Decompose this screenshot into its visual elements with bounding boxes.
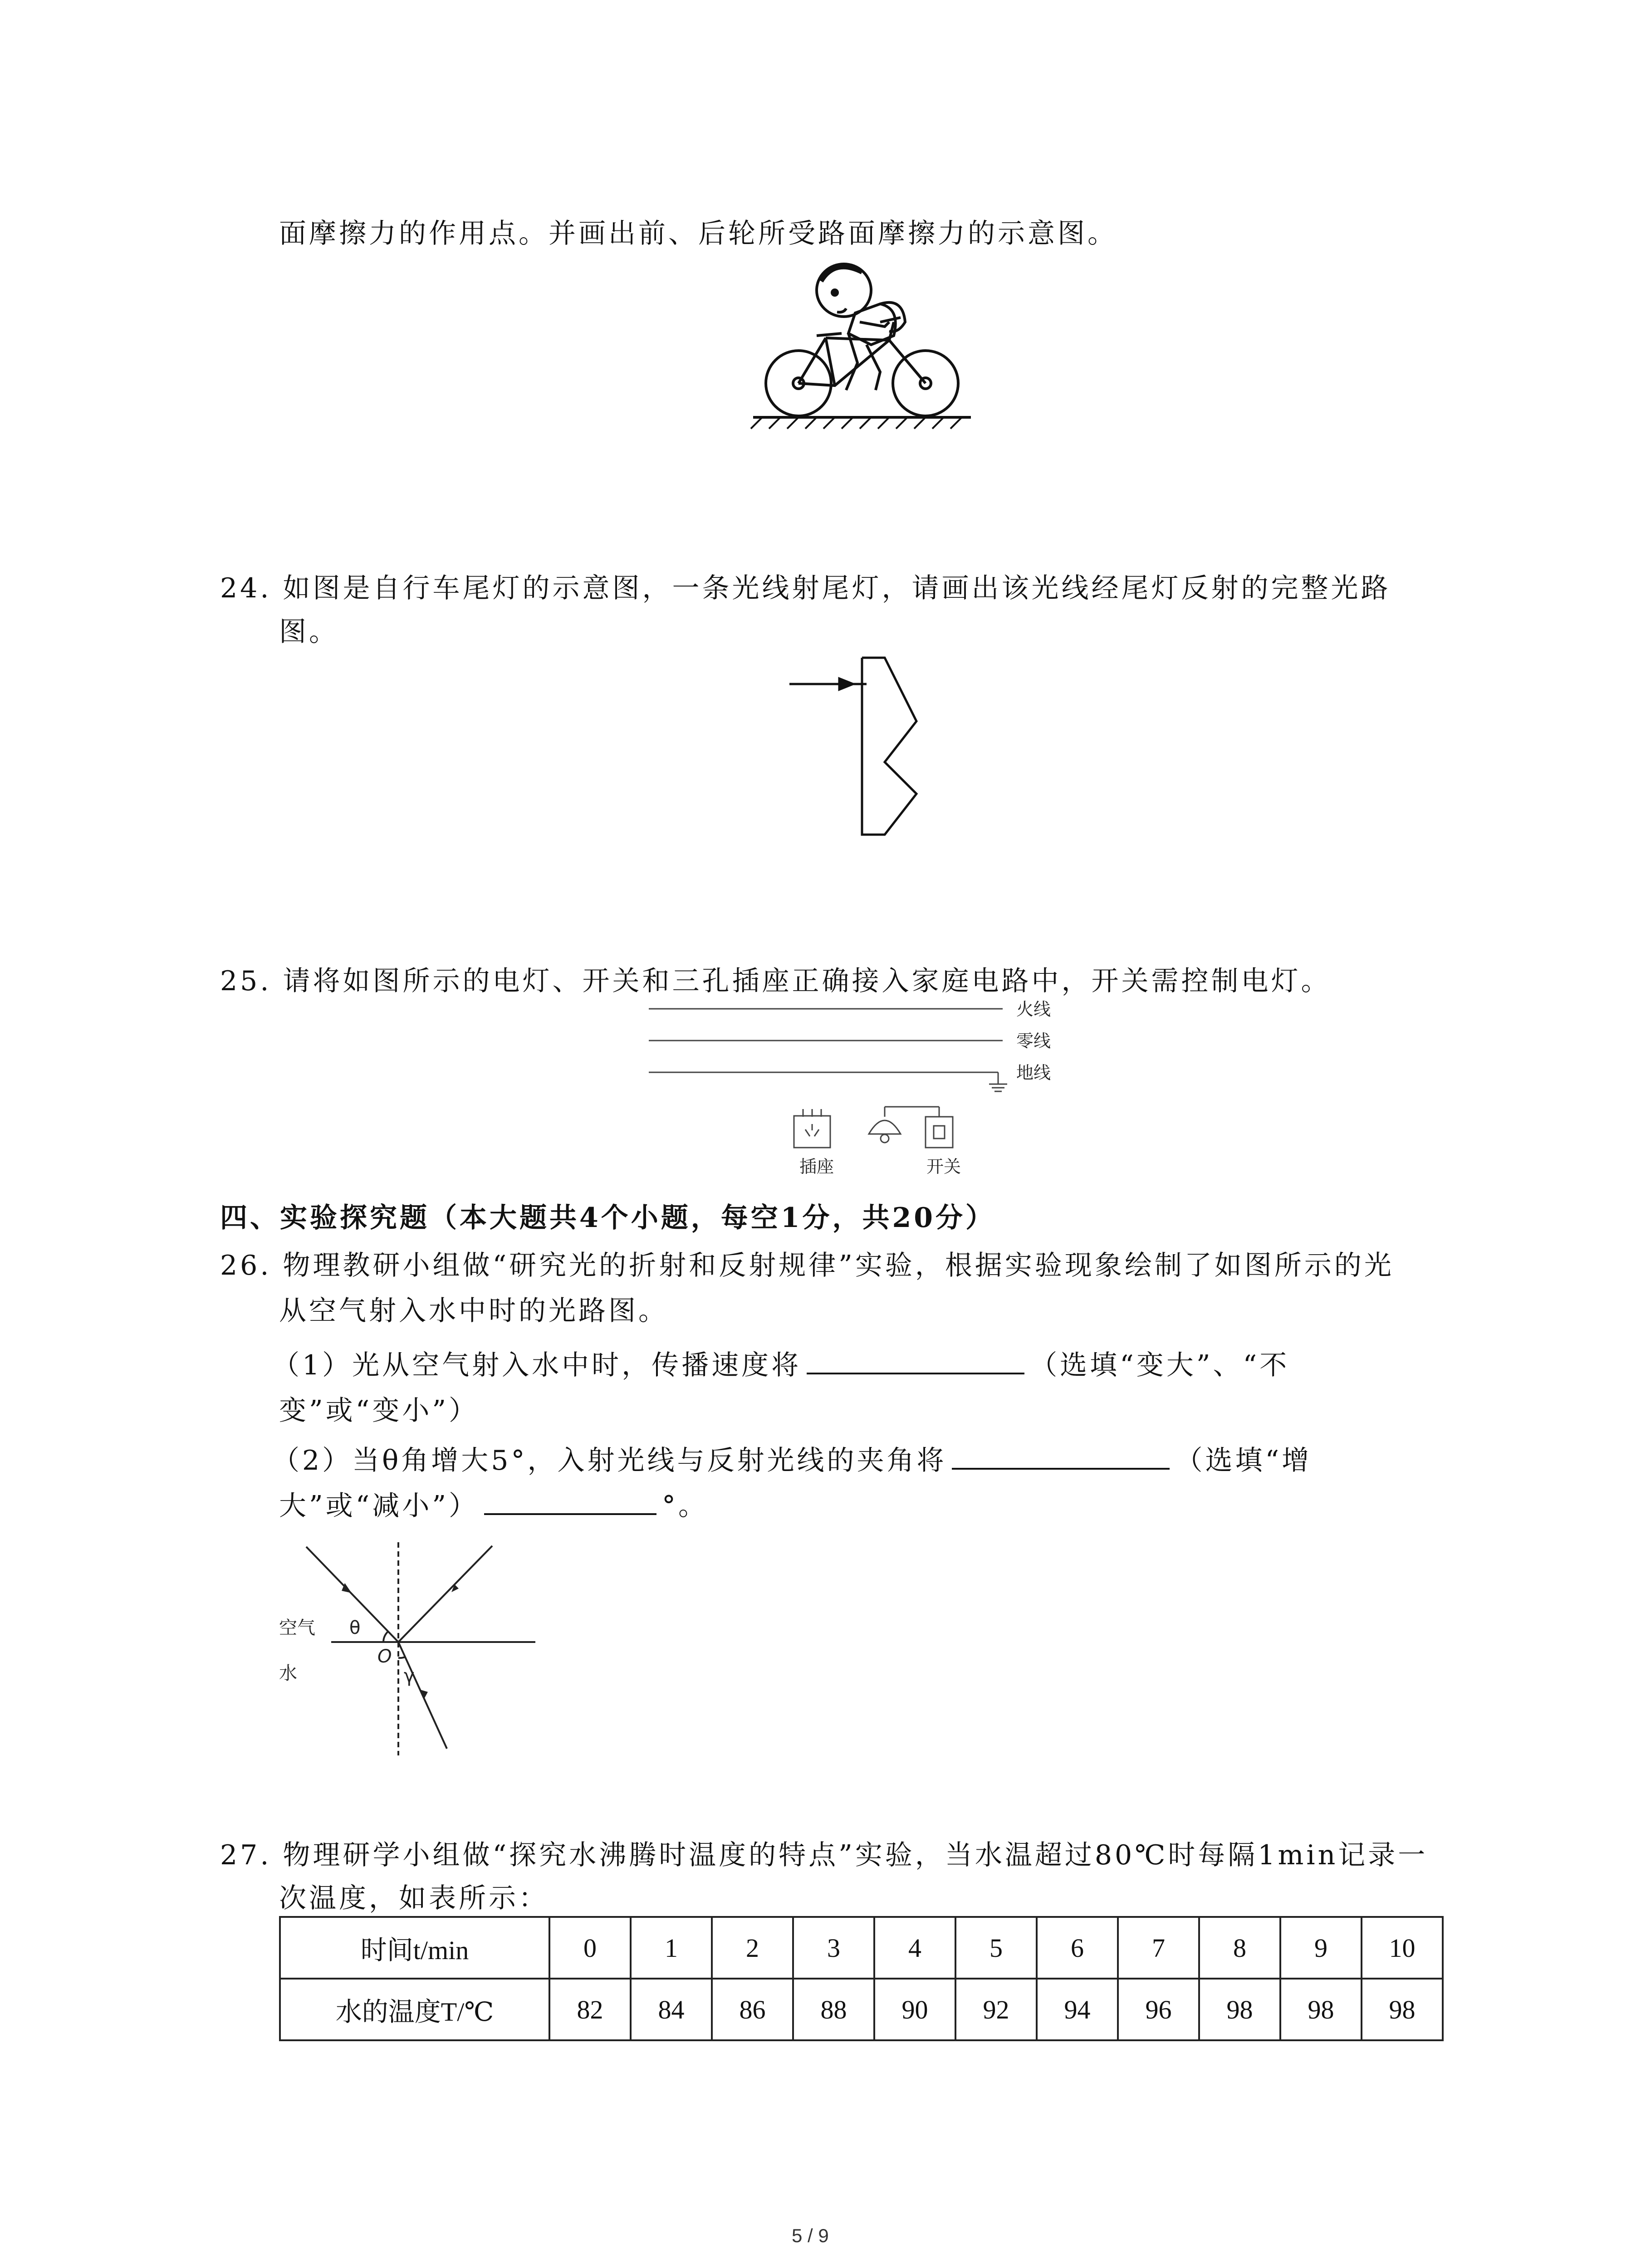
label-theta: θ — [349, 1618, 361, 1638]
table-header-time: 时间t/min — [280, 1917, 549, 1979]
q26-part2-line2-text: 大”或“减小”） — [279, 1490, 479, 1522]
reflected-ray — [398, 1546, 492, 1642]
table-row-temp — [280, 1979, 1443, 2040]
label-o: O — [377, 1646, 392, 1667]
table-cell: 90 — [874, 1979, 955, 2040]
q26-part2-pre: （2）当θ角增大5°，入射光线与反射光线的夹角将 — [272, 1445, 947, 1476]
q27-text-line1: 27. 物理研学小组做“探究水沸腾时温度的特点”实验，当水温超过80℃时每隔1min记录一 — [220, 1839, 1428, 1871]
table-cell: 98 — [1362, 1979, 1443, 2040]
label-ground: 地线 — [1016, 1063, 1051, 1083]
q24-text-line2: 图。 — [279, 616, 339, 648]
table-header-temp: 水的温度T/℃ — [280, 1979, 549, 2040]
label-neutral: 零线 — [1016, 1031, 1051, 1051]
table-cell: 1 — [631, 1917, 712, 1979]
q27-text-line2: 次温度，如表所示： — [279, 1882, 549, 1914]
switch-icon — [926, 1117, 953, 1148]
q26-text-line2: 从空气射入水中时的光路图。 — [279, 1295, 668, 1327]
table-cell: 9 — [1280, 1917, 1362, 1979]
refracted-ray — [398, 1642, 447, 1749]
tail-light-outline — [862, 658, 916, 835]
q26-part2-post: （选填“增 — [1175, 1445, 1312, 1476]
q24-text-line1: 24. 如图是自行车尾灯的示意图，一条光线射尾灯，请画出该光线经尾灯反射的完整光路 — [220, 572, 1391, 604]
q26-text-line1: 26. 物理教研小组做“研究光的折射和反射规律”实验，根据实验现象绘制了如图所示的光 — [220, 1250, 1394, 1281]
q26-part1-post: （选填“变大”、“不 — [1030, 1349, 1290, 1381]
table-cell: 88 — [793, 1979, 874, 2040]
q26-part2 — [272, 1440, 1312, 1481]
table-cell: 10 — [1362, 1917, 1443, 1979]
rider-head — [817, 264, 871, 317]
label-switch: 开关 — [926, 1157, 961, 1177]
table-cell: 2 — [712, 1917, 793, 1979]
q26-part2-end: °。 — [662, 1490, 709, 1522]
table-cell: 4 — [874, 1917, 955, 1979]
refraction-figure — [277, 1538, 549, 1765]
table-cell: 82 — [549, 1979, 631, 2040]
table-row-time — [280, 1917, 1443, 1979]
bicycle-figure — [744, 254, 980, 435]
table-cell: 8 — [1199, 1917, 1280, 1979]
q26-part1-pre: （1）光从空气射入水中时，传播速度将 — [272, 1349, 802, 1381]
page-number: 5 / 9 — [792, 2225, 829, 2246]
table-cell: 5 — [955, 1917, 1037, 1979]
table-cell: 7 — [1118, 1917, 1199, 1979]
table-cell: 6 — [1037, 1917, 1118, 1979]
q26-blank-2[interactable] — [952, 1442, 1170, 1470]
section-4-title: 四、实验探究题（本大题共4个小题，每空1分，共20分） — [220, 1202, 995, 1234]
label-water: 水 — [279, 1663, 297, 1684]
table-cell: 84 — [631, 1979, 712, 2040]
q25-text: 25. 请将如图所示的电灯、开关和三孔插座正确接入家庭电路中，开关需控制电灯。 — [220, 965, 1331, 997]
table-cell: 94 — [1037, 1979, 1118, 2040]
q26-part1 — [272, 1345, 1289, 1386]
table-cell: 96 — [1118, 1979, 1199, 2040]
table-cell: 0 — [549, 1917, 631, 1979]
q26-blank-1[interactable] — [807, 1346, 1024, 1374]
q26-blank-3[interactable] — [484, 1487, 656, 1515]
ray-arrow-icon — [839, 679, 853, 689]
lamp-icon — [869, 1107, 939, 1143]
q23-text: 面摩擦力的作用点。并画出前、后轮所受路面摩擦力的示意图。 — [279, 218, 1117, 249]
label-air: 空气 — [279, 1618, 315, 1638]
table-cell: 86 — [712, 1979, 793, 2040]
label-socket: 插座 — [799, 1157, 834, 1177]
label-gamma: γ — [404, 1666, 415, 1686]
tail-light-figure — [780, 653, 953, 844]
table-cell: 98 — [1280, 1979, 1362, 2040]
circuit-figure — [640, 998, 1102, 1188]
temperature-table — [279, 1916, 1444, 2041]
table-cell: 92 — [955, 1979, 1037, 2040]
table-cell: 3 — [793, 1917, 874, 1979]
q26-part1-line2: 变”或“变小”） — [279, 1395, 479, 1427]
socket-icon — [794, 1109, 830, 1148]
table-cell: 98 — [1199, 1979, 1280, 2040]
label-live: 火线 — [1016, 999, 1051, 1019]
q26-part2-line2 — [279, 1486, 708, 1526]
